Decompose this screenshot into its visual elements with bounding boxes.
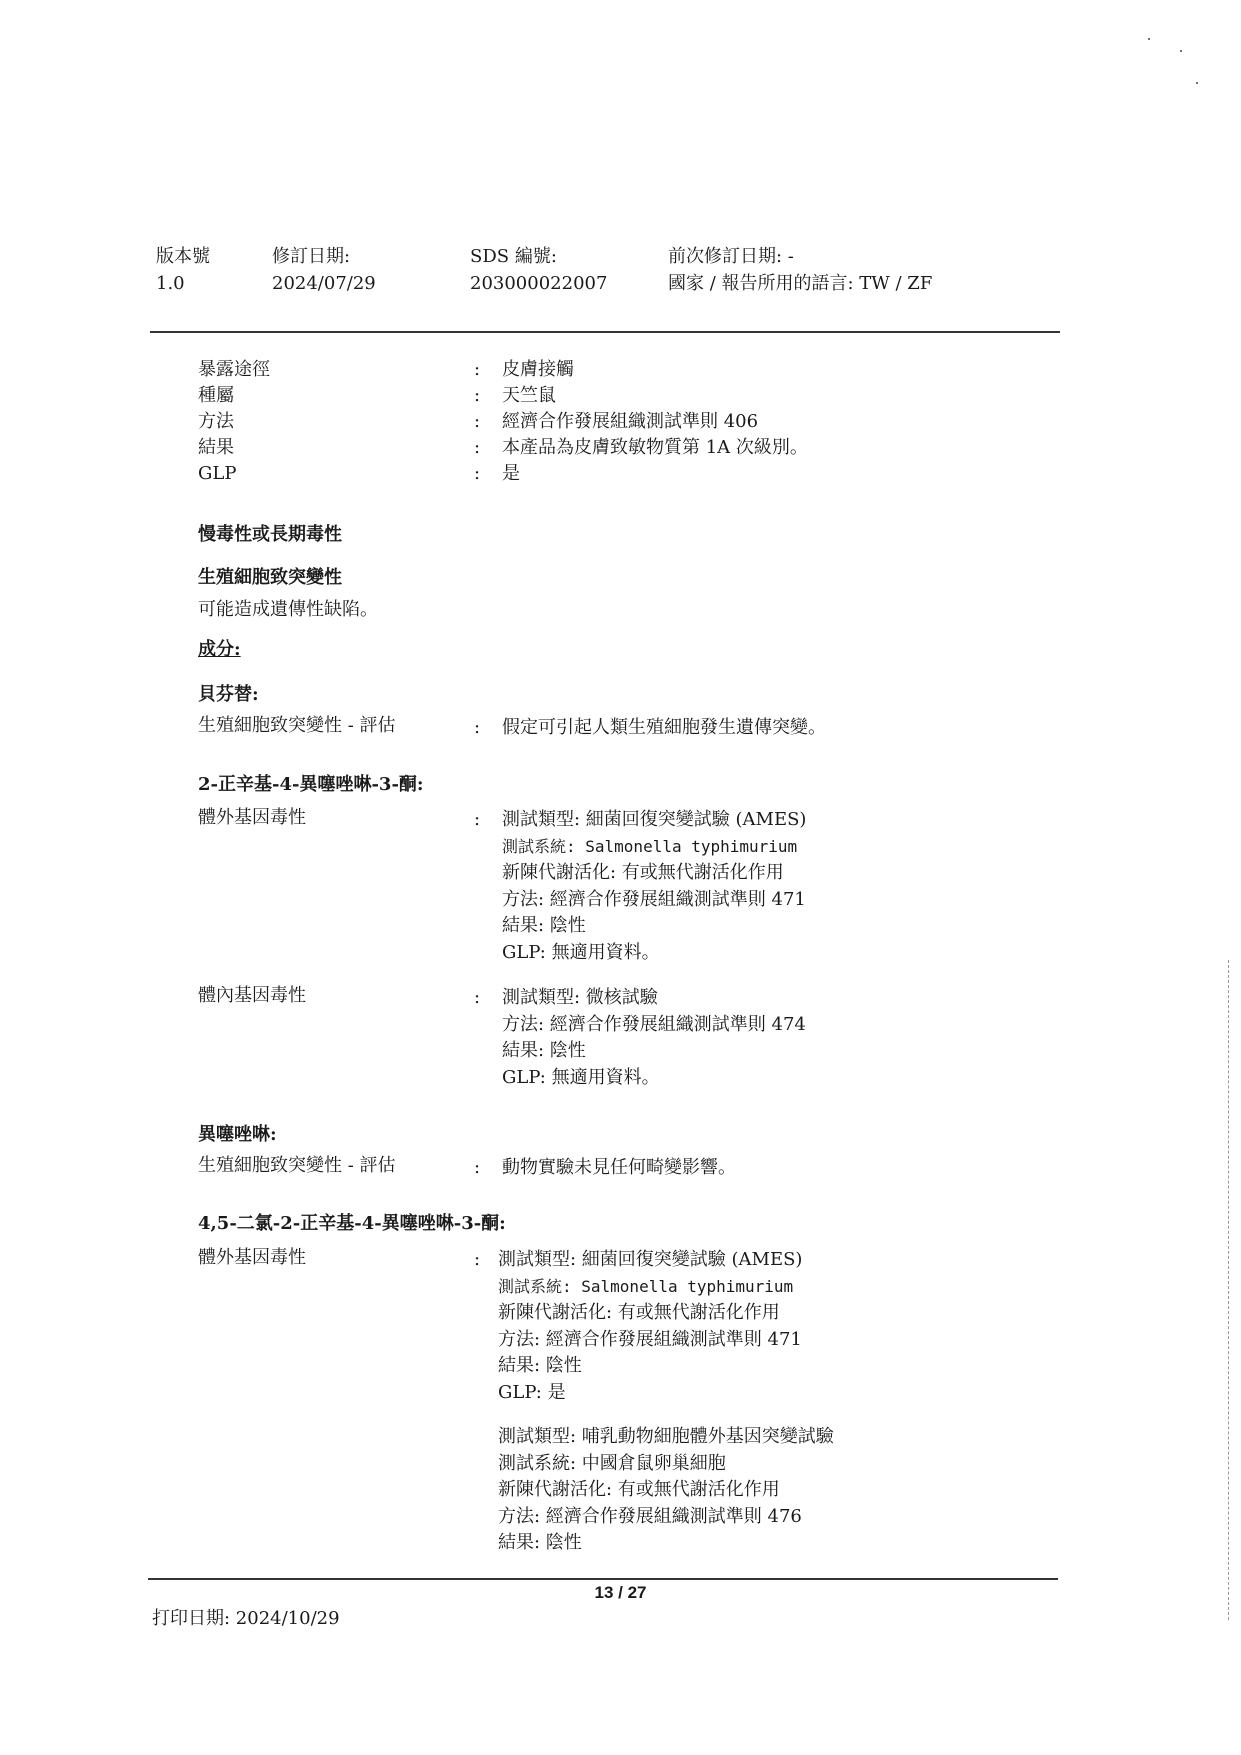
sds-number-value: 203000022007 — [470, 273, 608, 294]
test-glp: GLP: 無適用資料。 — [502, 1066, 660, 1088]
version-label: 版本號 — [156, 246, 210, 267]
test-method: 方法: 經濟合作發展組織測試準則 476 — [498, 1505, 802, 1527]
metabolic-activation: 新陳代謝活化: 有或無代謝活化作用 — [498, 1479, 780, 1500]
glp-value: 是 — [502, 463, 520, 484]
germ-cell-mutagenicity-text: 可能造成遺傳性缺陷。 — [198, 599, 378, 620]
metabolic-activation: 新陳代謝活化: 有或無代謝活化作用 — [498, 1302, 780, 1323]
in-vitro-genotoxicity-details — [498, 1247, 802, 1406]
footer-rule — [148, 1578, 1058, 1580]
test-type: 測試類型: 細菌回復突變試驗 (AMES) — [498, 1249, 803, 1270]
glp-label: GLP — [198, 463, 237, 484]
in-vivo-genotoxicity-details — [502, 985, 806, 1091]
result-label: 結果 — [198, 437, 234, 458]
scan-edge-line — [1228, 960, 1229, 1620]
species-label: 種屬 — [198, 385, 234, 406]
sds-number-label: SDS 編號: — [470, 246, 557, 267]
colon: : — [474, 717, 481, 738]
test-result: 結果: 陰性 — [502, 915, 586, 936]
version-value: 1.0 — [156, 273, 185, 294]
test-glp: GLP: 是 — [498, 1381, 566, 1403]
previous-revision-date: 前次修訂日期: - — [668, 246, 794, 267]
test-type: 測試類型: 哺乳動物細胞體外基因突變試驗 — [498, 1426, 834, 1447]
test-method: 方法: 經濟合作發展組織測試準則 471 — [502, 888, 806, 910]
colon: : — [474, 809, 481, 830]
in-vitro-genotoxicity-details-2 — [498, 1424, 834, 1557]
header-rule — [150, 331, 1060, 333]
revision-date-value: 2024/07/29 — [272, 273, 376, 294]
germ-cell-assessment-value: 動物實驗未見任何畸變影響。 — [502, 1157, 736, 1178]
metabolic-activation: 新陳代謝活化: 有或無代謝活化作用 — [502, 862, 784, 883]
method-value: 經濟合作發展組織測試準則 406 — [502, 411, 759, 432]
test-result: 結果: 陰性 — [498, 1532, 582, 1553]
colon: : — [474, 1249, 481, 1270]
page-number: 13 / 27 — [594, 1583, 647, 1602]
result-value: 本產品為皮膚致敏物質第 1A 次級別。 — [502, 437, 808, 458]
test-type: 測試類型: 細菌回復突變試驗 (AMES) — [502, 809, 807, 830]
test-system: 測試系統: Salmonella typhimurium — [498, 1276, 794, 1296]
component-name: 異噻唑啉: — [198, 1124, 277, 1145]
test-method: 方法: 經濟合作發展組織測試準則 471 — [498, 1328, 802, 1350]
exposure-route-value: 皮膚接觸 — [502, 359, 574, 380]
test-type: 測試類型: 微核試驗 — [502, 987, 658, 1008]
method-label: 方法 — [198, 411, 234, 432]
test-system: 測試系統: 中國倉鼠卵巢細胞 — [498, 1452, 726, 1474]
components-heading: 成分: — [198, 639, 241, 660]
exposure-route-label: 暴露途徑 — [198, 359, 270, 380]
colon: : — [474, 385, 481, 406]
scan-speck — [1196, 82, 1198, 84]
test-result: 結果: 陰性 — [502, 1040, 586, 1061]
germ-cell-assessment-label: 生殖細胞致突變性 - 評估 — [198, 1155, 396, 1176]
revision-date-label: 修訂日期: — [272, 246, 351, 267]
germ-cell-mutagenicity-heading: 生殖細胞致突變性 — [198, 567, 342, 588]
species-value: 天竺鼠 — [502, 385, 556, 406]
test-system: 測試系統: Salmonella typhimurium — [502, 836, 798, 856]
test-method: 方法: 經濟合作發展組織測試準則 474 — [502, 1013, 806, 1035]
print-date: 打印日期: 2024/10/29 — [152, 1608, 340, 1629]
test-glp: GLP: 無適用資料。 — [502, 941, 660, 963]
scan-speck — [1180, 50, 1182, 52]
colon: : — [474, 437, 481, 458]
in-vitro-genotoxicity-label: 體外基因毒性 — [198, 1247, 306, 1268]
in-vitro-genotoxicity-label: 體外基因毒性 — [198, 807, 306, 828]
test-result: 結果: 陰性 — [498, 1355, 582, 1376]
colon: : — [474, 359, 481, 380]
colon: : — [474, 1157, 481, 1178]
colon: : — [474, 411, 481, 432]
scan-speck — [1148, 38, 1150, 40]
germ-cell-assessment-label: 生殖細胞致突變性 - 評估 — [198, 715, 396, 736]
component-name: 貝芬替: — [198, 684, 259, 705]
in-vitro-genotoxicity-details — [502, 807, 806, 966]
colon: : — [474, 463, 481, 484]
colon: : — [474, 987, 481, 1008]
component-name: 4,5-二氯-2-正辛基-4-異噻唑啉-3-酮: — [198, 1213, 506, 1234]
component-name: 2-正辛基-4-異噻唑啉-3-酮: — [198, 774, 424, 795]
country-language: 國家 / 報告所用的語言: TW / ZF — [668, 273, 933, 294]
germ-cell-assessment-value: 假定可引起人類生殖細胞發生遺傳突變。 — [502, 717, 826, 738]
in-vivo-genotoxicity-label: 體內基因毒性 — [198, 985, 306, 1006]
chronic-toxicity-heading: 慢毒性或長期毒性 — [198, 524, 342, 545]
